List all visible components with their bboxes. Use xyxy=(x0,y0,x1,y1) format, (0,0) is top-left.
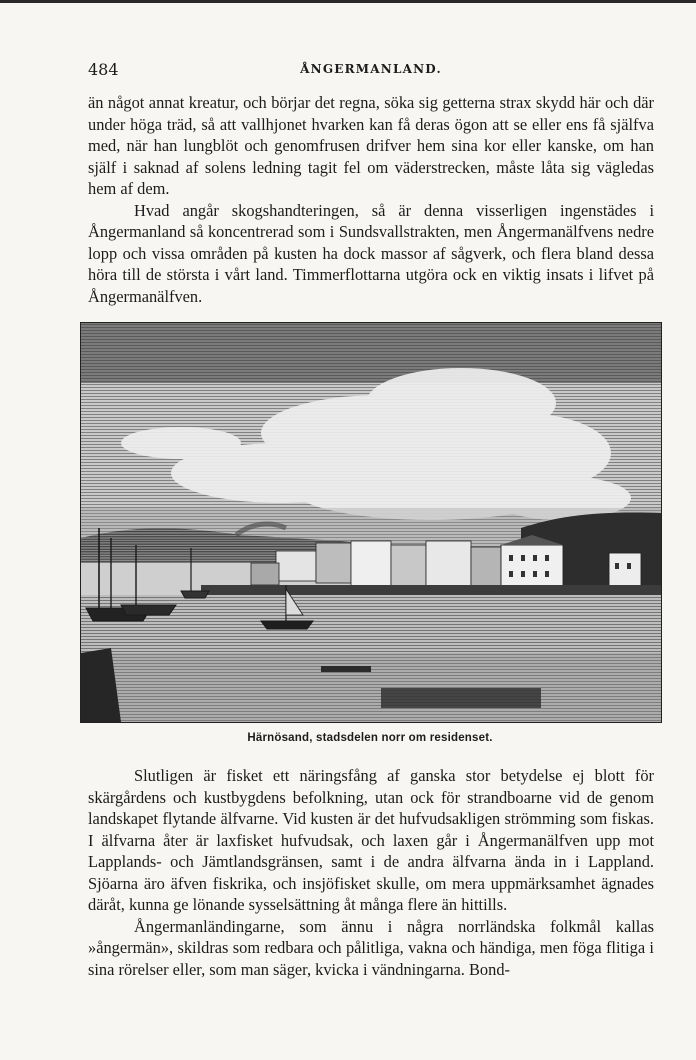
figure-caption: Härnösand, stadsdelen norr om residenset. xyxy=(247,732,493,744)
text-block-top xyxy=(88,92,654,307)
engraving-harnosand xyxy=(80,322,662,723)
page-number: 484 xyxy=(88,60,119,79)
running-head: ÅNGERMANLAND. xyxy=(300,62,442,76)
paragraph: Ångermanländingarne, som ännu i några norrländska folkmål kallas »ångermän», skildras som redbara och pålitliga, vakna och händiga, men föga flitiga i sina rörelser eller, som man säger, kvicka i vändningarna. Bond- xyxy=(88,916,654,979)
paragraph: än något annat kreatur, och börjar det regna, söka sig getterna strax skydd här och där under höga träd, så att vallhjonet hvarken kan få deras ögon att se eller ens få själfva med, när han lungblöt och genomfrusen drifver hem sina kor eller kanske, om han själf i saknad af solens ledning tagit fel om väderstrecken, måste låta sig vägledas hem af dem. xyxy=(88,93,654,198)
paragraph: Slutligen är fisket ett näringsfång af ganska stor betydelse ej blott för skärgårdens och kustbygdens befolkning, utan ock för strandboarne vid de genom landskapet flytande älfvarne. Vid kusten är det hufvudsakligen strömming som fiskas. I älfvarna åter är laxfisket hufvudsak, och laxen går i Ångermanälfven upp mot Lapplands- och Jämtlandsgränsen, samt i de andra älfvarna ända in i Lappland. Sjöarna äro äfven fiskrika, och insjöfisket skulle, om mera uppmärksamhet ägnades däråt, kunna ge lönande sysselsättning åt många flere än hittills. xyxy=(88,766,654,914)
page-header xyxy=(88,60,654,82)
paragraph: Hvad angår skogshandteringen, så är denna visserligen ingenstädes i Ångermanland så koncentrerad som i Sundsvallstrakten, men Ångermanälfvens nedre lopp och vissa områden på kusten ha dock massor af sågverk, och flera bland dessa höra till de största i vårt land. Timmerflottarna utgöra ock en viktig insats i lifvet på Ångermanälfven. xyxy=(88,200,654,306)
scan-top-edge xyxy=(0,0,696,3)
text-block-bottom xyxy=(88,765,654,980)
